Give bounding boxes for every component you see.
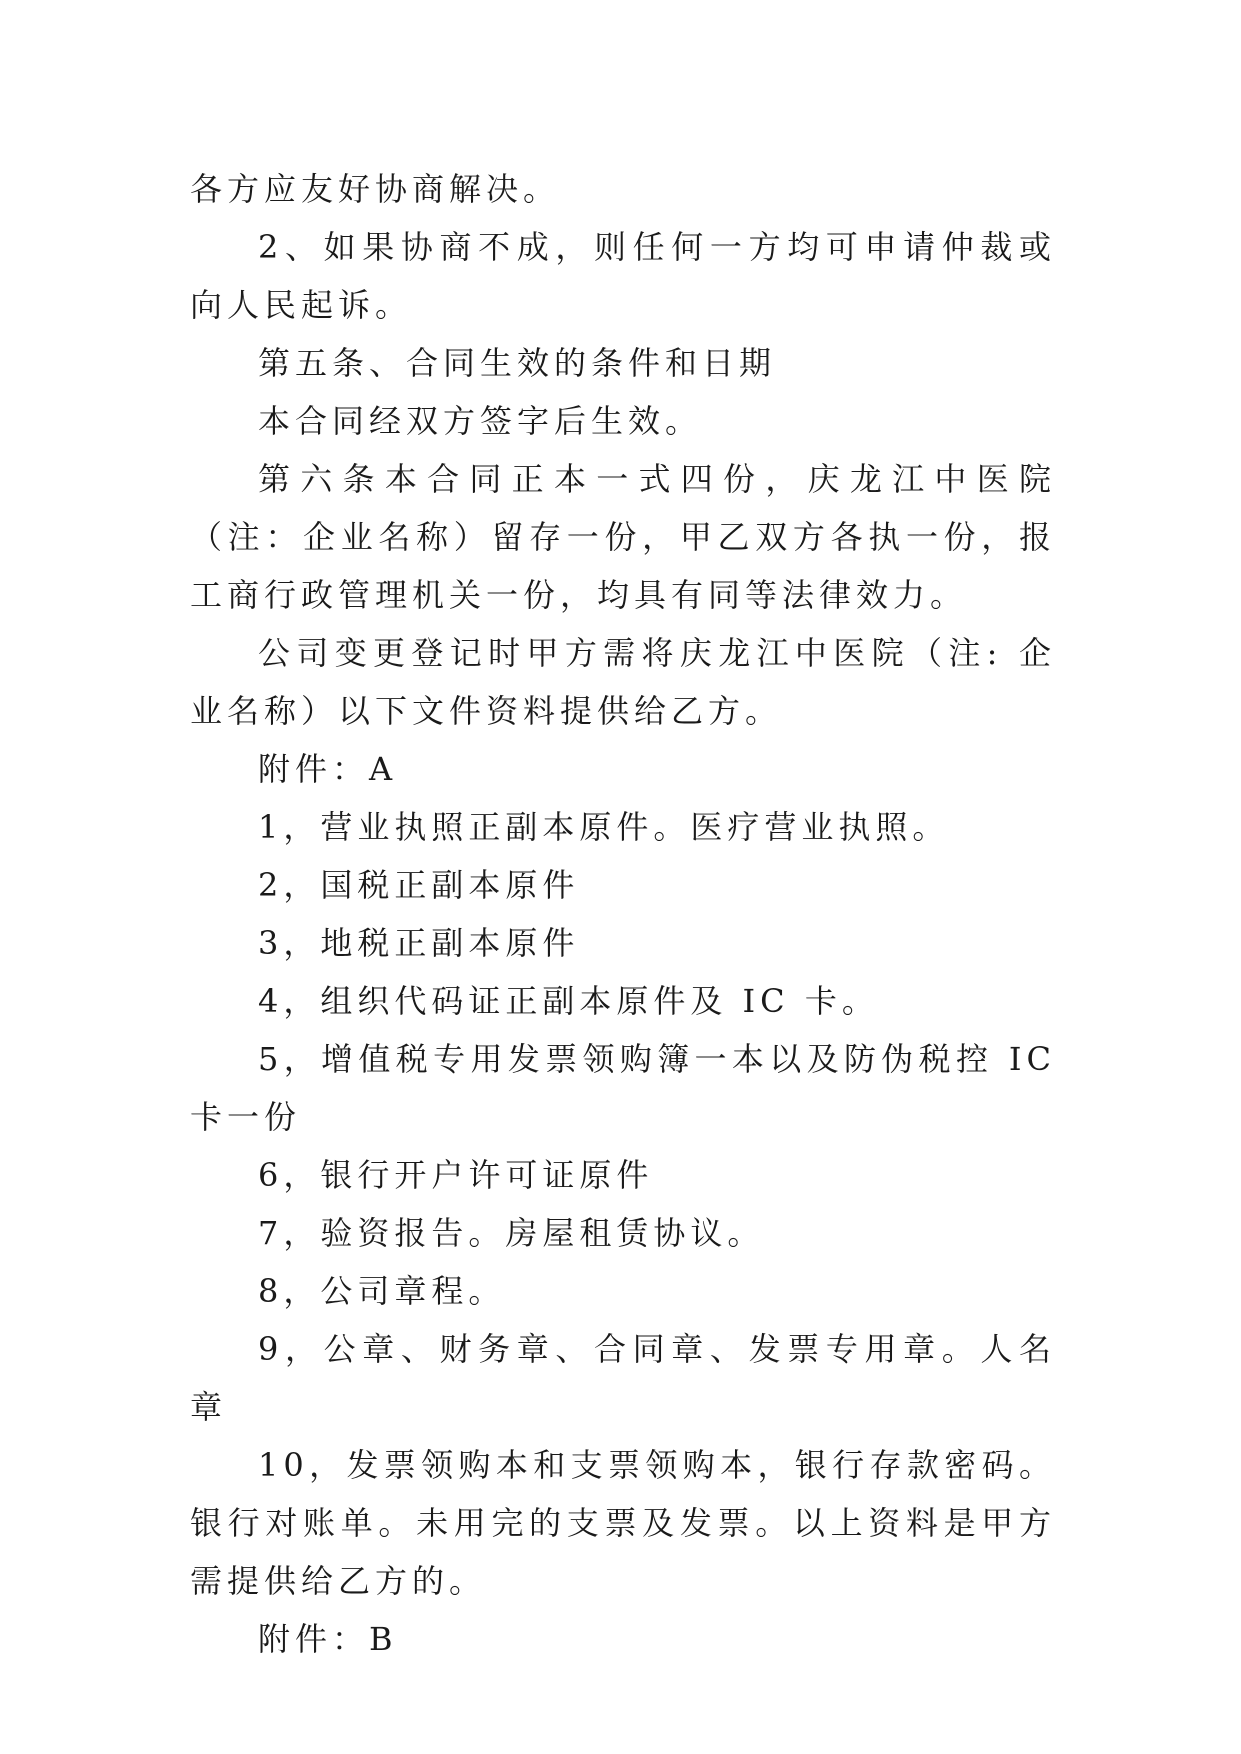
list-item-7: 7，验资报告。房屋租赁协议。 <box>258 1214 765 1252</box>
list-item-6: 6，银行开户许可证原件 <box>258 1156 654 1194</box>
list-item-8: 8，公司章程。 <box>258 1272 506 1310</box>
article-6-paragraph: 第六条本合同正本一式四份，庆龙江中医院（注：企业名称）留存一份，甲乙双方各执一份，报工商行政管理机关一份，均具有同等法律效力。 <box>190 460 1056 614</box>
list-item-1: 1，营业执照正副本原件。医疗营业执照。 <box>258 808 950 846</box>
list-item-10: 10，发票领购本和支票领购本，银行存款密码。银行对账单。未用完的支票及发票。以上资料是甲方需提供给乙方的。 <box>190 1446 1056 1600</box>
document-body <box>190 160 1056 1668</box>
list-item-5: 5，增值税专用发票领购簿一本以及防伪税控 IC 卡一份 <box>190 1040 1056 1136</box>
paragraph-6: 公司变更登记时甲方需将庆龙江中医院（注: 企业名称）以下文件资料提供给乙方。 <box>190 634 1056 730</box>
article-5-heading: 第五条、合同生效的条件和日期 <box>258 344 777 382</box>
list-item-4: 4，组织代码证正副本原件及 IC 卡。 <box>258 982 879 1020</box>
list-item-9: 9，公章、财务章、合同章、发票专用章。人名章 <box>190 1330 1056 1426</box>
paragraph-2: 2、如果协商不成，则任何一方均可申请仲裁或向人民起诉。 <box>190 228 1056 324</box>
list-item-2: 2，国税正副本原件 <box>258 866 580 904</box>
paragraph-1: 各方应友好协商解决。 <box>190 170 561 208</box>
attachment-b-heading: 附件：B <box>258 1620 398 1658</box>
paragraph-4: 本合同经双方签字后生效。 <box>258 402 703 440</box>
list-item-3: 3，地税正副本原件 <box>258 924 580 962</box>
attachment-a-heading: 附件：A <box>258 750 398 788</box>
